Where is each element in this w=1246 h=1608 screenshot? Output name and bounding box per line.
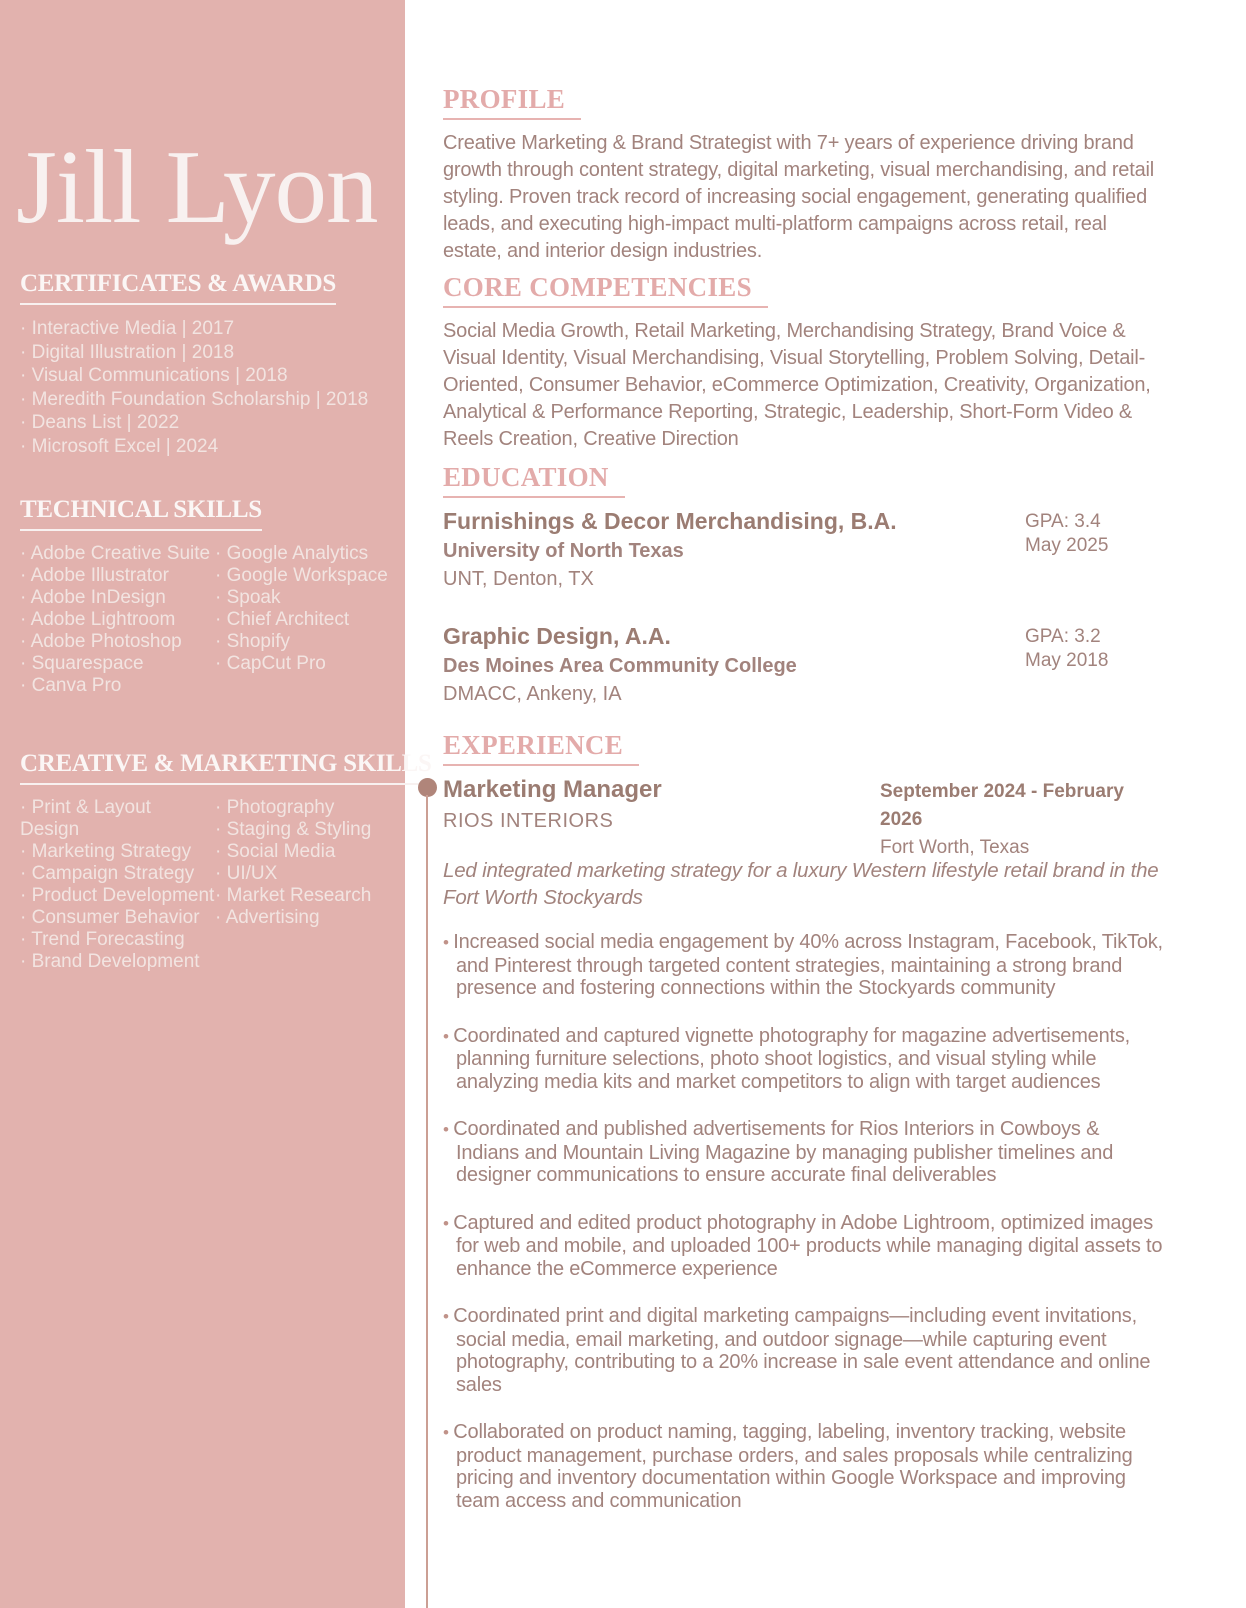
core-competencies-title: CORE COMPETENCIES <box>443 272 768 308</box>
skill-item: · Trend Forecasting <box>20 929 215 951</box>
school-location: DMACC, Ankeny, IA <box>443 683 622 705</box>
graduation-date: May 2018 <box>1025 650 1109 671</box>
creative-skills-col1 <box>20 797 215 973</box>
sidebar <box>0 0 432 1608</box>
skill-item: · CapCut Pro <box>215 653 389 675</box>
profile-title: PROFILE <box>443 84 581 120</box>
education-entry <box>443 623 1165 706</box>
certificates-title: CERTIFICATES & AWARDS <box>20 270 336 305</box>
education-title: EDUCATION <box>443 462 625 498</box>
technical-skills-title: TECHNICAL SKILLS <box>20 496 262 531</box>
education-section <box>443 462 1165 738</box>
certificate-item: · Meredith Foundation Scholarship | 2018 <box>20 388 389 412</box>
gpa: GPA: 3.2 <box>1025 626 1101 647</box>
skill-item: · Photography <box>215 797 389 819</box>
skill-item: · Market Research <box>215 885 389 907</box>
certificate-item: · Interactive Media | 2017 <box>20 317 389 341</box>
skill-item: · Consumer Behavior <box>20 907 215 929</box>
profile-text: Creative Marketing & Brand Strategist with 7+ years of experience driving brand growth through content strategy, digital marketing, visual merchandising, and retail styling. Proven track record of increasing social engagement, generating qualified leads, and executing high-impact multi-platform campaigns across retail, real estate, and interior design industries. <box>443 132 1154 262</box>
skill-item: · Advertising <box>215 907 389 929</box>
skill-item: · Shopify <box>215 631 389 653</box>
education-meta <box>1025 625 1108 673</box>
technical-skills-col2 <box>215 543 389 697</box>
job-meta <box>880 778 1165 862</box>
skill-item: · Chief Architect <box>215 609 389 631</box>
degree: Graphic Design, A.A. <box>443 623 671 649</box>
degree: Furnishings & Decor Merchandising, B.A. <box>443 508 897 534</box>
education-entry <box>443 508 1165 591</box>
skill-item: · Spoak <box>215 587 389 609</box>
certificate-item: · Digital Illustration | 2018 <box>20 341 389 365</box>
job-header <box>443 776 1165 858</box>
skill-item: · Adobe InDesign <box>20 587 215 609</box>
job-bullet: • Collaborated on product naming, tagging, labeling, inventory tracking, website product management, purchase orders, and sales proposals while centralizing pricing and inventory documentation within Google Workspace and improving team access and communication <box>443 1421 1165 1512</box>
skill-item: · Adobe Creative Suite <box>20 543 215 565</box>
skill-item: · Google Workspace <box>215 565 389 587</box>
technical-skills-section <box>20 496 389 697</box>
creative-skills-title: CREATIVE & MARKETING SKILLS <box>20 750 432 785</box>
profile-section <box>443 84 1165 265</box>
skill-item: · Google Analytics <box>215 543 389 565</box>
job-summary: Led integrated marketing strategy for a luxury Western lifestyle retail brand in the Fort Worth Stockyards <box>443 859 1159 909</box>
skill-item: · Adobe Lightroom <box>20 609 215 631</box>
skill-item: · Squarespace <box>20 653 215 675</box>
skill-item: · Social Media <box>215 841 389 863</box>
graduation-date: May 2025 <box>1025 535 1109 556</box>
job-bullet: • Captured and edited product photography in Adobe Lightroom, optimized images for web and mobile, and uploaded 100+ products while managing digital assets to enhance the eCommerce experience <box>443 1212 1165 1281</box>
skill-item: · Product Development <box>20 885 215 907</box>
school-location: UNT, Denton, TX <box>443 568 594 590</box>
person-name: Jill Lyon <box>16 128 378 246</box>
education-meta <box>1025 510 1108 558</box>
job-bullet: • Coordinated and published advertisements for Rios Interiors in Cowboys & Indians and Mountain Living Magazine by managing publisher timelines and designer communications to ensure accurate final deliverables <box>443 1118 1165 1187</box>
core-competencies-section <box>443 272 1165 453</box>
school: Des Moines Area Community College <box>443 655 797 677</box>
experience-section <box>443 730 1165 1537</box>
core-competencies-text: Social Media Growth, Retail Marketing, Merchandising Strategy, Brand Voice & Visual Identity, Visual Merchandising, Visual Storytelling, Problem Solving, Detail-Oriented, Consumer Behavior, eCommerce Optimization, Creativity, Organization, Analytical & Performance Reporting, Strategic, Leadership, Short-Form Video & Reels Creation, Creative Direction <box>443 320 1151 450</box>
skill-item: · Staging & Styling <box>215 819 389 841</box>
job-company: RIOS INTERIORS <box>443 810 614 832</box>
certificate-item: · Microsoft Excel | 2024 <box>20 435 389 459</box>
experience-title: EXPERIENCE <box>443 730 639 766</box>
certificate-item: · Visual Communications | 2018 <box>20 364 389 388</box>
gpa: GPA: 3.4 <box>1025 511 1101 532</box>
creative-skills-section <box>20 750 432 973</box>
skill-item: · Adobe Photoshop <box>20 631 215 653</box>
technical-skills-col1 <box>20 543 215 697</box>
skill-item: · Brand Development <box>20 951 215 973</box>
job-dates: September 2024 - February 2026 <box>880 781 1124 830</box>
certificates-section <box>20 270 389 458</box>
skill-item: · Campaign Strategy <box>20 863 215 885</box>
creative-skills-columns <box>20 797 389 973</box>
timeline-line <box>426 795 428 1608</box>
creative-skills-col2 <box>215 797 389 973</box>
job-bullet: • Coordinated and captured vignette photography for magazine advertisements, planning furniture selections, photo shoot logistics, and visual styling while analyzing media kits and market competitors to align with target audiences <box>443 1025 1165 1094</box>
job-bullets <box>443 931 1165 1512</box>
certificate-item: · Deans List | 2022 <box>20 411 389 435</box>
technical-skills-columns <box>20 543 389 697</box>
job-location: Fort Worth, Texas <box>880 837 1030 858</box>
skill-item: · Adobe Illustrator <box>20 565 215 587</box>
job-role: Marketing Manager <box>443 776 662 803</box>
school: University of North Texas <box>443 540 684 562</box>
skill-item: · UI/UX <box>215 863 389 885</box>
job-bullet: • Coordinated print and digital marketing campaigns—including event invitations, social media, email marketing, and outdoor signage—while capturing event photography, contributing to a 20% increase in sale event attendance and online sales <box>443 1305 1165 1396</box>
skill-item: · Canva Pro <box>20 675 215 697</box>
certificates-list <box>20 317 389 458</box>
skill-item: · Marketing Strategy <box>20 841 215 863</box>
job-bullet: • Increased social media engagement by 40% across Instagram, Facebook, TikTok, and Pinterest through targeted content strategies, maintaining a strong brand presence and fostering connections within the Stockyards community <box>443 931 1165 1000</box>
skill-item: · Print & Layout Design <box>20 797 215 841</box>
job-entry <box>443 776 1165 1512</box>
